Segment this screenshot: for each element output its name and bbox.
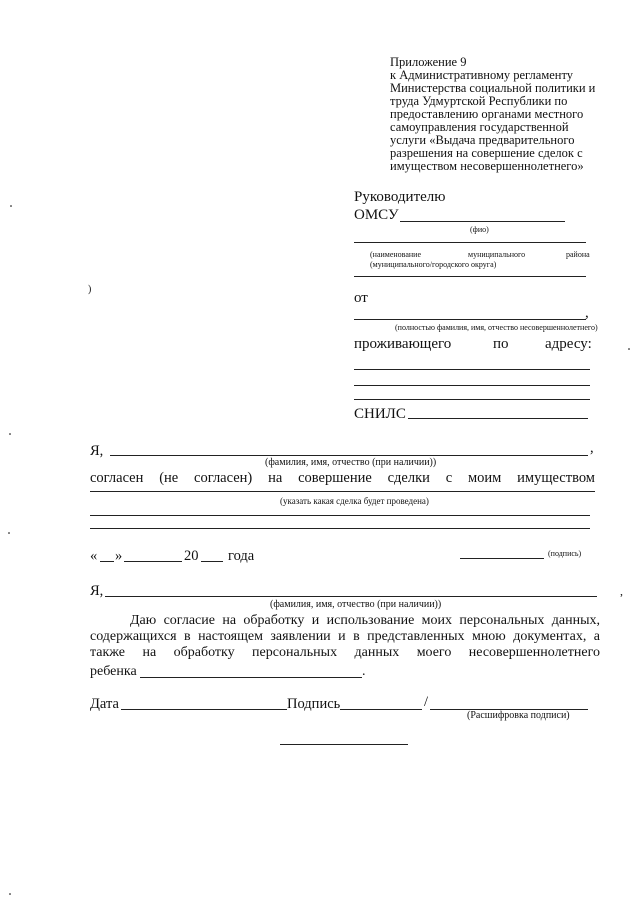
agree-word: совершение [298, 470, 372, 486]
address-field-2[interactable] [354, 385, 590, 386]
date-field[interactable] [121, 709, 287, 710]
omsu-label: ОМСУ [354, 207, 399, 223]
address-label: адресу: [545, 336, 592, 352]
word: Даю [130, 613, 157, 628]
separator-line [280, 744, 408, 745]
annex-line: Министерства социальной политики и [390, 81, 596, 95]
year-prefix: 20 [184, 548, 199, 564]
consent-paragraph [90, 613, 600, 661]
signature-field-2[interactable] [340, 709, 422, 710]
word: обработку [173, 645, 235, 660]
agree-word: сделки [387, 470, 430, 486]
annex-line: услуги «Выдача предварительного [390, 133, 575, 147]
applicant-name-field[interactable] [110, 455, 588, 456]
word: настоящем [198, 629, 263, 644]
date-open-quote: « [90, 548, 98, 564]
margin-mark: ) [88, 284, 92, 295]
date-label: Дата [90, 696, 119, 712]
margin-mark: , [620, 584, 623, 598]
annex-line: к Административному регламенту [390, 68, 574, 82]
year-word: года [228, 548, 255, 564]
addressee-head-label: Руководителю [354, 189, 446, 205]
month-field[interactable] [124, 561, 182, 562]
word: персональных [459, 613, 545, 628]
word: содержащихся [90, 629, 177, 644]
word: использование [326, 613, 415, 628]
ya-label-2: Я, [90, 583, 104, 599]
child-word: ребенка [90, 664, 137, 679]
fio-caption: (фио) [470, 225, 489, 234]
signature-label: Подпись [287, 696, 341, 712]
word: заявлении [270, 629, 331, 644]
signature-caption: (подпись) [548, 549, 582, 558]
at-label: по [493, 336, 509, 352]
agree-word: (не [159, 470, 179, 486]
word: представленных [367, 629, 465, 644]
paragraph-line [90, 613, 600, 629]
word: согласие [163, 613, 215, 628]
district-caption-part: района [566, 250, 590, 259]
day-field[interactable] [100, 561, 114, 562]
word: в [353, 629, 360, 644]
omsu-name-field[interactable] [400, 221, 565, 222]
word: и [338, 629, 346, 644]
paragraph-line [90, 645, 600, 661]
slash-mark: / [424, 694, 429, 710]
annex-header [390, 56, 595, 173]
word: данных [354, 645, 400, 660]
word: документах, [513, 629, 587, 644]
word: на [142, 645, 157, 660]
district-name-field[interactable] [354, 242, 586, 243]
decode-caption: (Расшифровка подписи) [467, 710, 570, 721]
date-close-quote: » [115, 548, 123, 564]
word: обработку [243, 613, 305, 628]
district-name-field-2[interactable] [354, 276, 586, 277]
word: мною [471, 629, 506, 644]
agree-word: имуществом [517, 470, 595, 486]
word: моего [416, 645, 452, 660]
agree-word: на [268, 470, 283, 486]
ya-label: Я, [90, 443, 104, 459]
word: и [311, 613, 320, 628]
agree-word: моим [467, 470, 502, 486]
agree-word: согласен [90, 470, 144, 486]
child-name-field[interactable] [140, 677, 362, 678]
word: данных, [551, 613, 600, 628]
agree-word: согласен) [194, 470, 253, 486]
word: моих [421, 613, 453, 628]
district-caption-part: (муниципального/городского округа) [370, 260, 497, 269]
minor-name-caption: (полностью фамилия, имя, отчество несовершеннолетнего) [395, 323, 598, 332]
annex-line: Приложение 9 [390, 55, 467, 69]
signature-field[interactable] [460, 558, 544, 559]
address-field-3[interactable] [354, 399, 590, 400]
annex-line: труда Удмуртской Республики по [390, 94, 568, 108]
district-caption-part: (наименование [370, 250, 422, 259]
deal-field-1[interactable] [90, 491, 595, 492]
address-field-1[interactable] [354, 369, 590, 370]
annex-line: разрешения на совершение сделок с [390, 146, 583, 160]
consenter-name-field[interactable] [105, 596, 597, 597]
agree-line [90, 470, 595, 487]
snils-label: СНИЛС [354, 406, 406, 422]
comma-mark: , [585, 305, 589, 321]
snils-field[interactable] [408, 418, 588, 419]
deal-caption: (указать какая сделка будет проведена) [280, 496, 429, 506]
word: также [90, 645, 126, 660]
word: а [593, 629, 600, 644]
annex-line: предоставлению органами местного [390, 107, 584, 121]
from-label: от [354, 290, 368, 306]
deal-field-2[interactable] [90, 515, 590, 516]
annex-line: самоуправления государственной [390, 120, 569, 134]
period-mark: . [362, 664, 366, 679]
deal-field-3[interactable] [90, 528, 590, 529]
residing-label: проживающего [354, 336, 452, 352]
word: на [222, 613, 237, 628]
word: персональных [252, 645, 338, 660]
word: несовершеннолетнего [468, 645, 600, 660]
agree-word: с [445, 470, 453, 486]
applicant-name-caption: (фамилия, имя, отчество (при наличии)) [265, 457, 437, 468]
consenter-name-caption: (фамилия, имя, отчество (при наличии)) [270, 599, 442, 610]
comma-mark: , [590, 440, 594, 456]
minor-name-field[interactable] [354, 319, 586, 320]
word: в [184, 629, 191, 644]
district-caption-part: муниципального [468, 250, 526, 259]
year-field[interactable] [201, 561, 223, 562]
paragraph-line [90, 629, 600, 645]
annex-line: имуществом несовершеннолетнего» [390, 159, 584, 173]
